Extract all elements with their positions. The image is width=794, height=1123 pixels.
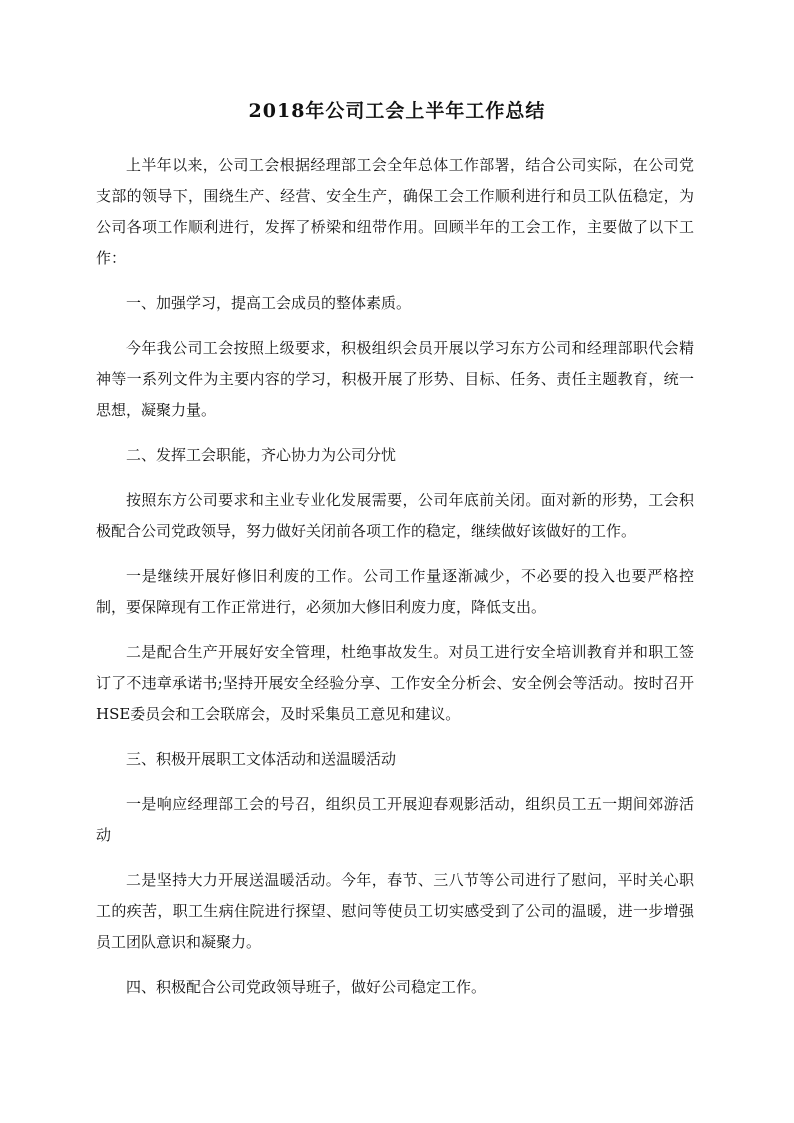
document-title: 2018年公司工会上半年工作总结	[248, 100, 546, 122]
section-heading-3: 三、积极开展职工文体活动和送温暖活动	[126, 750, 397, 768]
section-2-item-1: 一是继续开展好修旧利废的工作。公司工作量逐渐减少，不必要的投入也要严格控制，要保障现有工作正常进行，必须加大修旧利废力度，降低支出。	[96, 567, 694, 616]
intro-paragraph: 上半年以来，公司工会根据经理部工会全年总体工作部署，结合公司实际，在公司党支部的领导下，围绕生产、经营、安全生产，确保工会工作顺利进行和员工队伍稳定，为公司各项工作顺利进行，发挥了桥梁和纽带作用。回顾半年的工会工作，主要做了以下工作：	[96, 156, 694, 267]
section-3-item-1: 一是响应经理部工会的号召，组织员工开展迎春观影活动，组织员工五一期间郊游活动	[96, 795, 694, 844]
section-2-paragraph: 按照东方公司要求和主业专业化发展需要，公司年底前关闭。面对新的形势，工会积极配合公司党政领导，努力做好关闭前各项工作的稳定，继续做好该做好的工作。	[96, 491, 694, 540]
section-1-paragraph: 今年我公司工会按照上级要求，积极组织会员开展以学习东方公司和经理部职代会精神等一系列文件为主要内容的学习，积极开展了形势、目标、任务、责任主题教育，统一思想，凝聚力量。	[96, 339, 694, 419]
document-body	[96, 150, 694, 1017]
section-heading-1: 一、加强学习，提高工会成员的整体素质。	[126, 294, 412, 312]
section-heading-2: 二、发挥工会职能，齐心协力为公司分忧	[126, 446, 397, 464]
section-2-item-2: 二是配合生产开展好安全管理，杜绝事故发生。对员工进行安全培训教育并和职工签订了不违章承诺书;坚持开展安全经验分享、工作安全分析会、安全例会等活动。按时召开HSE委员会和工会联席会，及时采集员工意见和建议。	[96, 643, 694, 723]
section-heading-4: 四、积极配合公司党政领导班子，做好公司稳定工作。	[126, 978, 487, 996]
section-3-item-2: 二是坚持大力开展送温暖活动。今年，春节、三八节等公司进行了慰问，平时关心职工的疾苦，职工生病住院进行探望、慰问等使员工切实感受到了公司的温暖，进一步增强员工团队意识和凝聚力。	[96, 871, 694, 951]
